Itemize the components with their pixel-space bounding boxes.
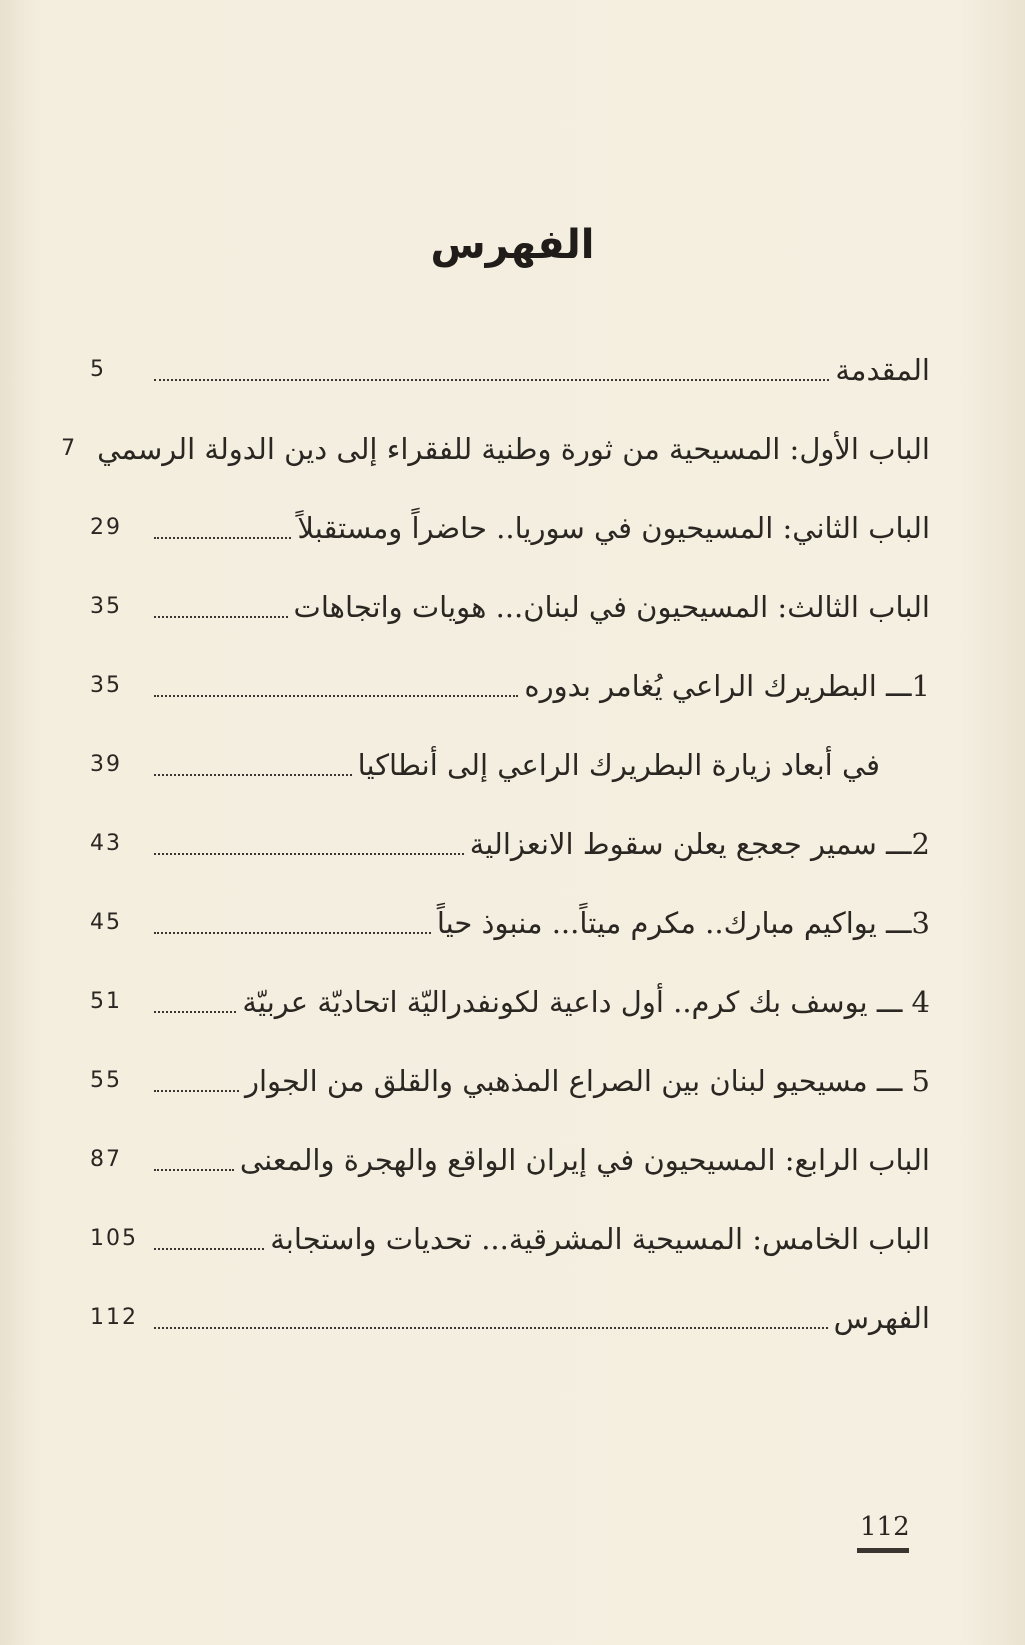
toc-entry-page: 87 xyxy=(90,1147,122,1172)
toc-entry-label: الباب الثالث: المسيحيون في لبنان... هويات واتجاهات xyxy=(293,589,930,624)
toc-entry-page: 35 xyxy=(90,594,122,619)
toc-leader-dots xyxy=(154,535,291,539)
toc-entry-subsection xyxy=(90,725,930,804)
toc-leader-dots xyxy=(154,693,518,697)
toc-entry-label: في أبعاد زيارة البطريرك الراعي إلى أنطاكيا xyxy=(357,747,880,782)
toc-entry-label: 2ـــ سمير جعجع يعلن سقوط الانعزالية xyxy=(469,826,930,861)
toc-leader-dots xyxy=(154,1325,828,1329)
toc-entry-section-5 xyxy=(90,1041,930,1120)
toc-entry-page: 39 xyxy=(90,752,122,777)
toc-entry-label: 4 ـــ يوسف بك كرم.. أول داعية لكونفدراليّة اتحاديّة عربيّة xyxy=(242,984,930,1019)
toc-entry-page: 43 xyxy=(90,831,122,856)
toc-entry-label: الفهرس xyxy=(833,1300,930,1335)
toc-leader-dots xyxy=(154,614,288,618)
toc-entry-label: 1ـــ البطريرك الراعي يُغامر بدوره xyxy=(524,668,930,703)
toc-entry-page: 29 xyxy=(90,515,122,540)
toc-entry-label: الباب الثاني: المسيحيون في سوريا.. حاضراً ومستقبلاً xyxy=(297,510,930,545)
toc-entry-section-4 xyxy=(90,962,930,1041)
toc-leader-dots xyxy=(154,930,431,934)
toc-entry-section-2 xyxy=(90,804,930,883)
toc-entry-chapter-3 xyxy=(90,567,930,646)
toc-entry-label: الباب الرابع: المسيحيون في إيران الواقع والهجرة والمعنى xyxy=(239,1142,930,1177)
toc-entry-section-1 xyxy=(90,646,930,725)
toc-leader-dots xyxy=(154,851,464,855)
toc-entry-page: 5 xyxy=(90,357,106,382)
page-number-underline xyxy=(857,1548,909,1553)
toc-entry-chapter-2 xyxy=(90,488,930,567)
toc-entry-page: 105 xyxy=(90,1226,138,1251)
toc-leader-dots xyxy=(154,772,352,776)
toc-entry-chapter-1 xyxy=(61,409,930,488)
toc-entry-label: الباب الأول: المسيحية من ثورة وطنية للفقراء إلى دين الدولة الرسمي xyxy=(97,431,930,466)
toc-entry-label: 3ـــ يواكيم مبارك.. مكرم ميتاً... منبوذ حياً xyxy=(436,905,930,940)
toc-entry-introduction xyxy=(90,330,930,409)
toc-entry-label: 5 ـــ مسيحيو لبنان بين الصراع المذهبي والقلق من الجوار xyxy=(245,1063,930,1098)
toc-leader-dots xyxy=(154,1088,239,1092)
toc-entry-index xyxy=(90,1278,930,1357)
toc-entry-label: المقدمة xyxy=(835,352,930,387)
toc-leader-dots xyxy=(154,1246,264,1250)
toc-entry-section-3 xyxy=(90,883,930,962)
toc-entry-page: 51 xyxy=(90,989,122,1014)
toc-entry-page: 45 xyxy=(90,910,122,935)
toc-entry-page: 55 xyxy=(90,1068,122,1093)
toc-entry-chapter-4 xyxy=(90,1120,930,1199)
toc-entry-chapter-5 xyxy=(90,1199,930,1278)
toc-leader-dots xyxy=(154,1009,236,1013)
toc-entry-page: 112 xyxy=(90,1305,138,1330)
table-of-contents xyxy=(61,330,930,1357)
toc-entry-page: 35 xyxy=(90,673,122,698)
toc-leader-dots xyxy=(154,377,829,381)
page-number: 112 xyxy=(860,1512,910,1542)
toc-leader-dots xyxy=(154,1167,234,1171)
page-title: الفهرس xyxy=(430,222,595,268)
toc-entry-label: الباب الخامس: المسيحية المشرقية... تحديات واستجابة xyxy=(270,1221,930,1256)
toc-entry-page: 7 xyxy=(61,436,78,461)
